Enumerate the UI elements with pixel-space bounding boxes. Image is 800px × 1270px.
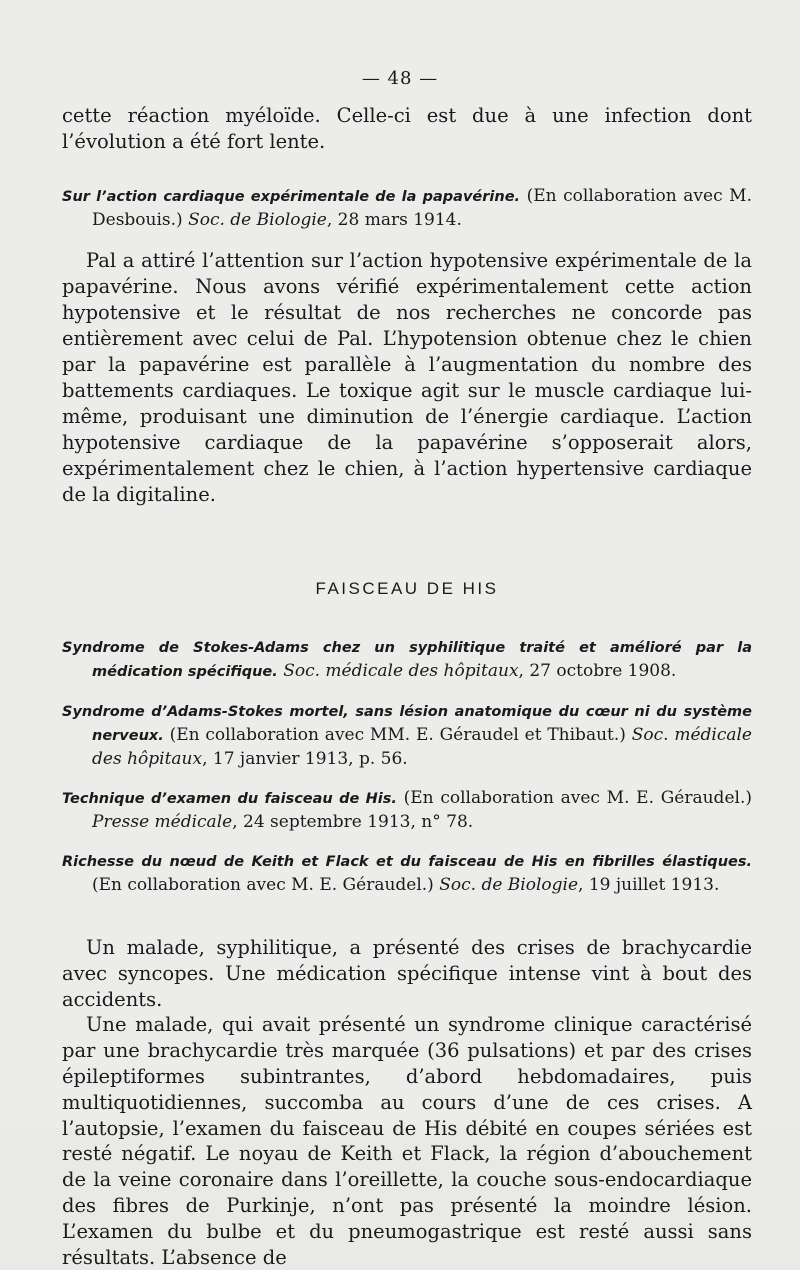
- page-content: [62, 103, 752, 1270]
- reference-date: , 24 septembre 1913, n° 78.: [232, 812, 474, 832]
- reference-text: (En collaboration avec M. Desbouis.): [92, 186, 752, 230]
- reference-text: (En collaboration avec M. E. Géraudel.): [396, 788, 752, 808]
- reference-journal: Soc. de Biologie: [439, 875, 579, 895]
- section-heading: FAISCEAU DE HIS: [315, 579, 499, 598]
- reference-journal: Soc. de Biologie: [188, 210, 327, 230]
- reference-item: [62, 850, 752, 897]
- his-paragraph-1: Un malade, syphilitique, a présenté des crises de brachycardie avec syncopes. Une médication spécifique intense vint à bout des accidents.: [62, 936, 752, 1011]
- reference-item: [62, 787, 752, 834]
- reference-title: Sur l’action cardiaque expérimentale de la papavérine.: [62, 189, 521, 205]
- reference-item: [62, 636, 752, 684]
- reference-text: (En collaboration avec M. E. Géraudel.): [92, 875, 440, 895]
- reference-journal: Soc. médicale des hôpitaux: [92, 725, 752, 769]
- reference-journal: Soc. médicale des hôpitaux: [283, 661, 519, 681]
- reference-date: , 19 juillet 1913.: [578, 875, 720, 895]
- intro-paragraph: cette réaction myéloïde. Celle-ci est due à une infection dont l’évolution a été fort lente.: [62, 104, 752, 153]
- reference-item: [62, 700, 752, 771]
- papaverine-paragraph: Pal a attiré l’attention sur l’action hypotensive expérimentale de la papavérine. Nous avons vérifié expérimentalement cette action hypotensive et le résultat de nos recherches ne concorde pas entièrement avec celui de Pal. L’hypotension obtenue chez le chien par la papavérine est parallèle à l’augmentation du nombre des battements cardiaques. Le toxique agit sur le muscle cardiaque lui-même, produisant une diminution de l’énergie cardiaque. L’action hypotensive cardiaque de la papavérine s’opposerait alors, expérimentalement chez le chien, à l’action hypertensive cardiaque de la digitaline.: [62, 249, 752, 506]
- reference-title: Syndrome d’Adams-Stokes mortel, sans lésion anatomique du cœur ni du système nerveux.: [62, 704, 752, 744]
- page-number: — 48 —: [361, 68, 439, 89]
- reference-journal: Presse médicale: [92, 812, 233, 832]
- reference-text: (En collaboration avec MM. E. Géraudel et Thibaut.): [163, 725, 632, 745]
- reference-date: , 17 janvier 1913, p. 56.: [202, 749, 408, 769]
- reference-title: Syndrome de Stokes-Adams chez un syphilitique traité et amélioré par la médication spécifique.: [62, 640, 752, 680]
- reference-title: Technique d’examen du faisceau de His.: [62, 791, 397, 807]
- reference-date: , 28 mars 1914.: [326, 210, 462, 230]
- reference-papaverine: [62, 185, 752, 232]
- reference-title: Richesse du nœud de Keith et Flack et du faisceau de His en fibrilles élastiques.: [62, 854, 752, 870]
- reference-date: , 27 octobre 1908.: [518, 661, 677, 681]
- his-paragraph-2: Une malade, qui avait présenté un syndrome clinique caractérisé par une brachycardie très marquée (36 pulsations) et par des crises épileptiformes subintrantes, d’abord hebdomadaires, puis multiquotidiennes, succomba au cours d’une de ces crises. A l’autopsie, l’examen du faisceau de His débité en coupes sériées est resté négatif. Le noyau de Keith et Flack, la région d’abouchement de la veine coronaire dans l’oreillette, la couche sous-endocardiaque des fibres de Purkinje, n’ont pas présenté la moindre lésion. L’examen du bulbe et du pneumogastrique est resté aussi sans résultats. L’absence de: [62, 1013, 752, 1269]
